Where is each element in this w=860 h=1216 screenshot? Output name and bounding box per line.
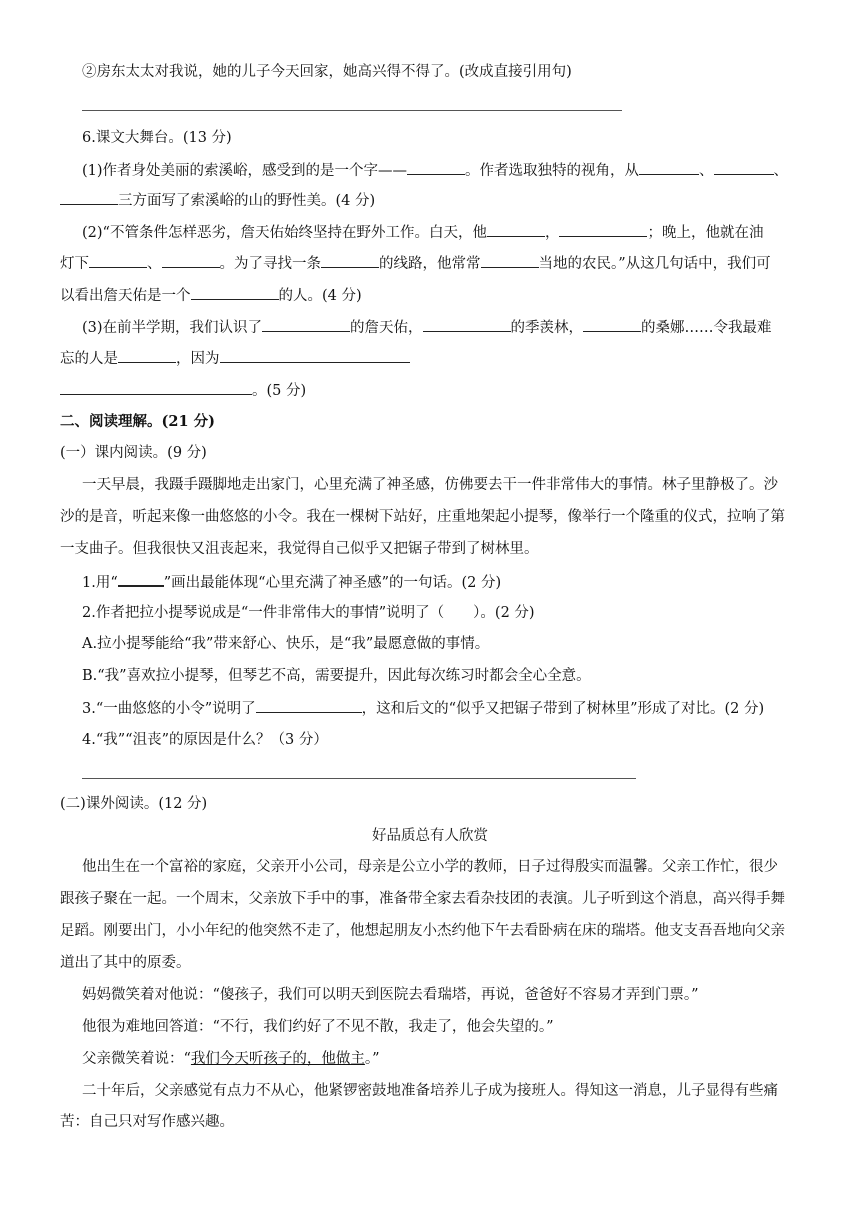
fill-blank[interactable] (60, 380, 252, 395)
text: ；晚上，他就在油 (647, 225, 764, 241)
text: 的詹天佑， (350, 320, 423, 336)
fill-blank[interactable] (191, 285, 279, 300)
reading-q3 (82, 698, 764, 719)
fill-blank[interactable] (407, 160, 465, 175)
text: (1)作者身处美丽的索溪峪，感受到的是一个字—— (82, 163, 408, 179)
question-6-2-line2 (60, 253, 771, 274)
text: (3)在前半学期，我们认识了 (82, 320, 263, 336)
story-line6: 他很为难地回答道：“不行，我们约好了不见不散，我走了，他会失望的。” (82, 1019, 554, 1035)
fill-blank[interactable] (89, 253, 147, 268)
text: (2)“不管条件怎样恶劣，詹天佑始终坚持在野外工作。白天，他 (82, 225, 487, 241)
text: 的季羡林， (510, 320, 584, 336)
text: 。” (364, 1051, 380, 1067)
passage-1-line3: 一支曲子。但我很快又沮丧起来，我觉得自己似乎又把锯子带到了树林里。 (60, 541, 539, 557)
text: 当地的农民。”从这几句话中，我们可 (538, 256, 771, 272)
text: 。作者选取独特的视角，从 (465, 163, 640, 179)
question-5-2: ②房东太太对我说，她的儿子今天回家，她高兴得不得了。(改成直接引用句) (82, 64, 572, 80)
story-line7 (82, 1049, 380, 1069)
text: 以看出詹天佑是一个 (60, 288, 191, 304)
fill-blank[interactable] (559, 222, 647, 237)
story-line4: 道出了其中的原委。 (60, 955, 191, 971)
story-line9: 苦：自己只对写作感兴趣。 (60, 1114, 234, 1130)
fill-blank[interactable] (321, 253, 379, 268)
text: ，这和后文的“似乎又把锯子带到了树林里”形成了对比。(2 分) (361, 701, 765, 717)
passage-1-line2: 沙的是音，听起来像一曲悠悠的小令。我在一棵树下站好，庄重地架起小提琴，像举行一个隆重的仪式，拉响了第 (60, 509, 785, 525)
text: 、 (147, 256, 162, 272)
underlined-sentence: 我们今天听孩子的，他做主 (190, 1051, 365, 1067)
fill-blank[interactable] (118, 348, 176, 363)
answer-line[interactable] (82, 110, 622, 111)
fill-blank[interactable] (583, 317, 641, 332)
question-6-1-line1 (82, 160, 788, 181)
fill-blank[interactable] (60, 190, 118, 205)
question-6-title: 6.课文大舞台。(13 分) (82, 130, 232, 146)
text: ， (544, 225, 560, 241)
text: 的线路，他常常 (379, 256, 481, 272)
question-6-3-line3 (60, 380, 306, 401)
reading-q2-option-a[interactable]: A.拉小提琴能给“我”带来舒心、快乐，是“我”最愿意做的事情。 (82, 636, 490, 652)
fill-blank[interactable] (639, 160, 699, 175)
fill-blank[interactable] (162, 253, 220, 268)
text: 的人。(4 分) (278, 288, 362, 304)
passage-1-line1: 一天早晨，我蹑手蹑脚地走出家门，心里充满了神圣感，仿佛要去干一件非常伟大的事情。林子里静极了。沙 (82, 477, 778, 493)
subsection-2-title: (二)课外阅读。(12 分) (60, 796, 208, 812)
text: 父亲微笑着说：“ (82, 1051, 191, 1067)
text: 三方面写了索溪峪的山的野性美。(4 分) (118, 193, 376, 209)
underline-mark (118, 571, 164, 587)
subsection-1-title: (一）课内阅读。(9 分) (60, 445, 207, 461)
reading-q4: 4.“我”“沮丧”的原因是什么？（3 分） (82, 732, 328, 748)
text: 、 (699, 163, 714, 179)
text: 灯下 (60, 256, 89, 272)
fill-blank[interactable] (714, 160, 774, 175)
question-6-2-line1 (82, 222, 763, 243)
fill-blank[interactable] (220, 348, 410, 363)
reading-q2-option-b[interactable]: B.“我”喜欢拉小提琴，但琴艺不高，需要提升，因此每次练习时都会全心全意。 (82, 668, 591, 684)
text: 3.“一曲悠悠的小令”说明了 (82, 701, 256, 717)
text: 、 (773, 163, 789, 179)
text: ，因为 (176, 351, 220, 367)
answer-line[interactable] (82, 778, 636, 779)
fill-blank[interactable] (487, 222, 545, 237)
reading-q2: 2.作者把拉小提琴说成是“一件非常伟大的事情”说明了（ ）。(2 分) (82, 605, 535, 621)
text: 。(5 分) (252, 383, 307, 399)
story-line2: 跟孩子聚在一起。一个周末，父亲放下手中的事，准备带全家去看杂技团的表演。儿子听到这个消息，高兴得手舞 (60, 891, 785, 907)
text: ”画出最能体现“心里充满了神圣感”的一句话。(2 分) (163, 575, 502, 591)
fill-blank[interactable] (423, 317, 511, 332)
question-6-3-line2 (60, 348, 410, 369)
text: 。为了寻找一条 (219, 256, 321, 272)
question-6-2-line3 (60, 285, 362, 306)
story-line8: 二十年后，父亲感觉有点力不从心，他紧锣密鼓地准备培养儿子成为接班人。得知这一消息，儿子显得有些痛 (82, 1083, 778, 1099)
story-title: 好品质总有人欣赏 (372, 828, 488, 844)
story-line5: 妈妈微笑着对他说：“傻孩子，我们可以明天到医院去看瑞塔，再说，爸爸好不容易才弄到门票。” (82, 987, 699, 1003)
reading-q1 (82, 571, 501, 593)
question-6-1-line2 (60, 190, 375, 211)
fill-blank[interactable] (481, 253, 539, 268)
story-line3: 足蹈。刚要出门，小小年纪的他突然不走了，他想起朋友小杰约他下午去看卧病在床的瑞塔。他支支吾吾地向父亲 (60, 923, 785, 939)
fill-blank[interactable] (256, 698, 362, 713)
text: 的桑娜……令我最难 (641, 320, 772, 336)
question-6-3-line1 (82, 317, 772, 338)
story-line1: 他出生在一个富裕的家庭，父亲开小公司，母亲是公立小学的教师，日子过得殷实而温馨。父亲工作忙，很少 (82, 859, 778, 875)
text: 1.用“ (82, 575, 118, 591)
fill-blank[interactable] (262, 317, 350, 332)
section-2-title: 二、阅读理解。(21 分) (60, 413, 215, 430)
text: 忘的人是 (60, 351, 118, 367)
